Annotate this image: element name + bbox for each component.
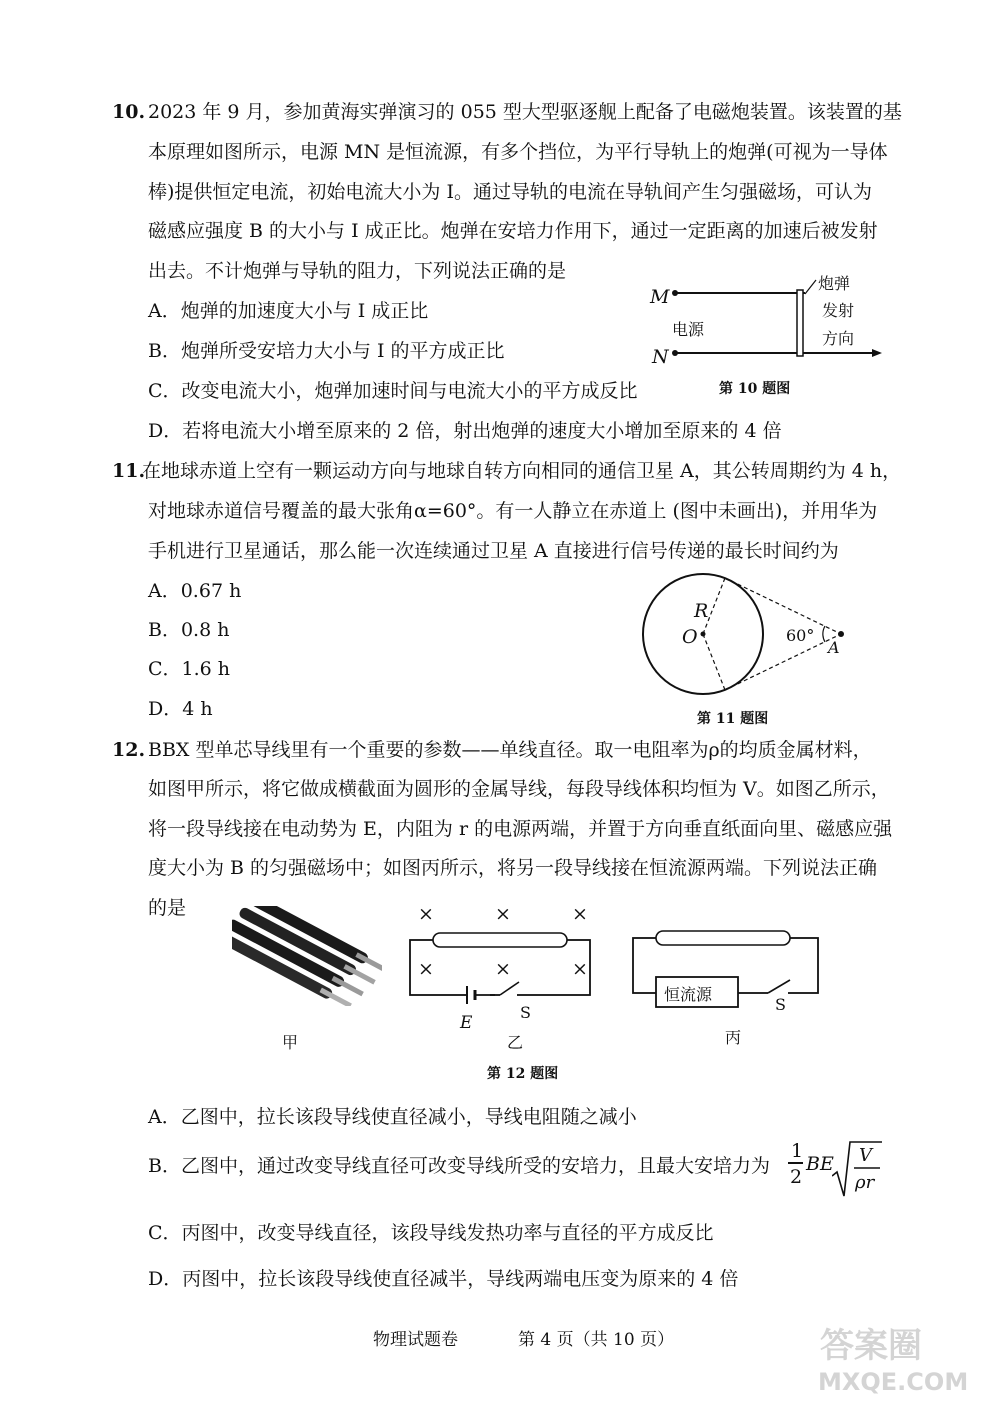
tangent-lower [725, 634, 841, 690]
label-direction-2: 方向 [822, 329, 855, 348]
label-n: N [652, 346, 669, 368]
label-s-bing: S [775, 995, 786, 1014]
label-s-yi: S [520, 1003, 531, 1022]
question-12-number: 12. [112, 739, 146, 761]
shell-bar [797, 290, 803, 356]
question-10-number: 10. [112, 101, 146, 123]
label-jia: 甲 [282, 1033, 299, 1052]
question-12-line-1: BBX 型单芯导线里有一个重要的参数——单线直径。取一电阻率为ρ的均质金属材料， [148, 739, 872, 761]
tangent-upper [725, 578, 841, 634]
watermark-site: MXQE.COM [818, 1368, 969, 1396]
sqrt-numerator: V [859, 1145, 872, 1166]
question-11-line-1: 在地球赤道上空有一颗运动方向与地球自转方向相同的通信卫星 A，其公转周期约为 4 h， [142, 460, 902, 482]
question-10-line-4: 磁感应强度 B 的大小与 I 成正比。炮弹在安培力作用下，通过一定距离的加速后被发射 [148, 220, 878, 242]
question-12-option-b: B．乙图中，通过改变导线直径可改变导线所受的安培力，且最大安培力为 [148, 1155, 770, 1177]
question-12-option-a: A．乙图中，拉长该段导线使直径减小，导线电阻随之减小 [148, 1106, 637, 1128]
label-yi: 乙 [507, 1033, 524, 1052]
figure-12-caption: 第 12 题图 [487, 1066, 559, 1082]
field-cross: × [495, 958, 511, 980]
question-12-line-2: 如图甲所示，将它做成横截面为圆形的金属导线，每段导线体积均恒为 V。如图乙所示， [148, 778, 890, 800]
question-11-option-b: B．0.8 h [148, 619, 230, 641]
footer-subject: 物理试题卷 [373, 1330, 458, 1350]
question-10-option-b: B．炮弹所受安培力大小与 I 的平方成正比 [148, 340, 505, 362]
question-10-option-d: D．若将电流大小增至原来的 2 倍，射出炮弹的速度大小增加至原来的 4 倍 [148, 420, 782, 442]
question-11-option-d: D．4 h [148, 698, 213, 720]
fraction-numerator: 1 [791, 1140, 804, 1162]
label-m: M [650, 286, 670, 308]
question-11-number: 11. [112, 460, 146, 482]
figure-11-caption: 第 11 题图 [697, 711, 769, 727]
label-r: R [694, 600, 709, 622]
field-cross: × [572, 958, 588, 980]
question-10-line-2: 本原理如图所示，电源 MN 是恒流源，有多个挡位，为平行导轨上的炮弹(可视为一导体 [148, 141, 888, 163]
radius-line-lower [703, 634, 725, 690]
question-11-line-3: 手机进行卫星通话，那么能一次连续通过卫星 A 直接进行信号传递的最长时间约为 [148, 540, 839, 562]
question-10-option-a: A．炮弹的加速度大小与 I 成正比 [148, 300, 429, 322]
label-a: A [828, 638, 840, 657]
question-10-line-3: 棒)提供恒定电流，初始电流大小为 I。通过导轨的电流在导轨间产生匀强磁场，可认为 [148, 181, 872, 203]
circuit-bing-diagram [628, 920, 828, 1015]
conductor-rod-yi [433, 933, 567, 947]
field-cross: × [495, 903, 511, 925]
fraction-denominator: 2 [790, 1166, 803, 1188]
label-angle: 60° [786, 626, 815, 645]
wire-photo-jia [232, 906, 382, 1006]
arrow-head [872, 349, 882, 357]
field-cross: × [572, 903, 588, 925]
field-cross: × [418, 958, 434, 980]
wire-core [355, 952, 382, 972]
fraction-bar [788, 1162, 803, 1164]
label-constant-current-source: 恒流源 [664, 985, 713, 1004]
question-12-line-3: 将一段导线接在电动势为 E，内阻为 r 的电源两端，并置于方向垂直纸面向里、磁感应强 [148, 818, 893, 840]
watermark-logo: 答案圈 [820, 1326, 922, 1366]
terminal-n [672, 350, 678, 356]
question-10-option-c: C．改变电流大小，炮弹加速时间与电流大小的平方成反比 [148, 380, 638, 402]
question-10-line-1: 2023 年 9 月，参加黄海实弹演习的 055 型大型驱逐舰上配备了电磁炮装置。该装置的基 [148, 101, 902, 123]
angle-arc [823, 626, 825, 642]
question-12-option-d: D．丙图中，拉长该段导线使直径减半，导线两端电压变为原来的 4 倍 [148, 1268, 739, 1290]
field-cross: × [418, 903, 434, 925]
question-10-line-5: 出去。不计炮弹与导轨的阻力，下列说法正确的是 [148, 260, 567, 282]
figure-10-caption: 第 10 题图 [719, 381, 791, 397]
question-12-option-c: C．丙图中，改变导线直径，该段导线发热功率与直径的平方成反比 [148, 1222, 714, 1244]
label-power-source: 电源 [672, 320, 705, 339]
label-o: O [682, 626, 698, 648]
label-direction-1: 发射 [822, 301, 855, 320]
question-12-line-4: 度大小为 B 的匀强磁场中；如图丙所示，将另一段导线接在恒流源两端。下列说法正确 [148, 857, 878, 879]
question-11-option-c: C．1.6 h [148, 658, 231, 680]
label-shell: 炮弹 [818, 274, 851, 293]
label-bing: 丙 [725, 1028, 742, 1047]
question-11-line-2: 对地球赤道信号覆盖的最大张角α=60°。有一人静立在赤道上 (图中未画出)，并用华为 [148, 500, 878, 522]
question-11-option-a: A．0.67 h [148, 580, 242, 602]
terminal-m [672, 290, 678, 296]
formula-be: BE [806, 1153, 834, 1175]
label-e: E [460, 1013, 473, 1033]
shell-pointer [805, 280, 816, 294]
conductor-rod-bing [656, 931, 790, 945]
option-b-formula [787, 1138, 887, 1202]
sqrt-denominator: ρr [855, 1172, 875, 1193]
footer-page-number: 第 4 页（共 10 页） [518, 1330, 675, 1350]
question-12-line-5: 的是 [148, 897, 187, 919]
